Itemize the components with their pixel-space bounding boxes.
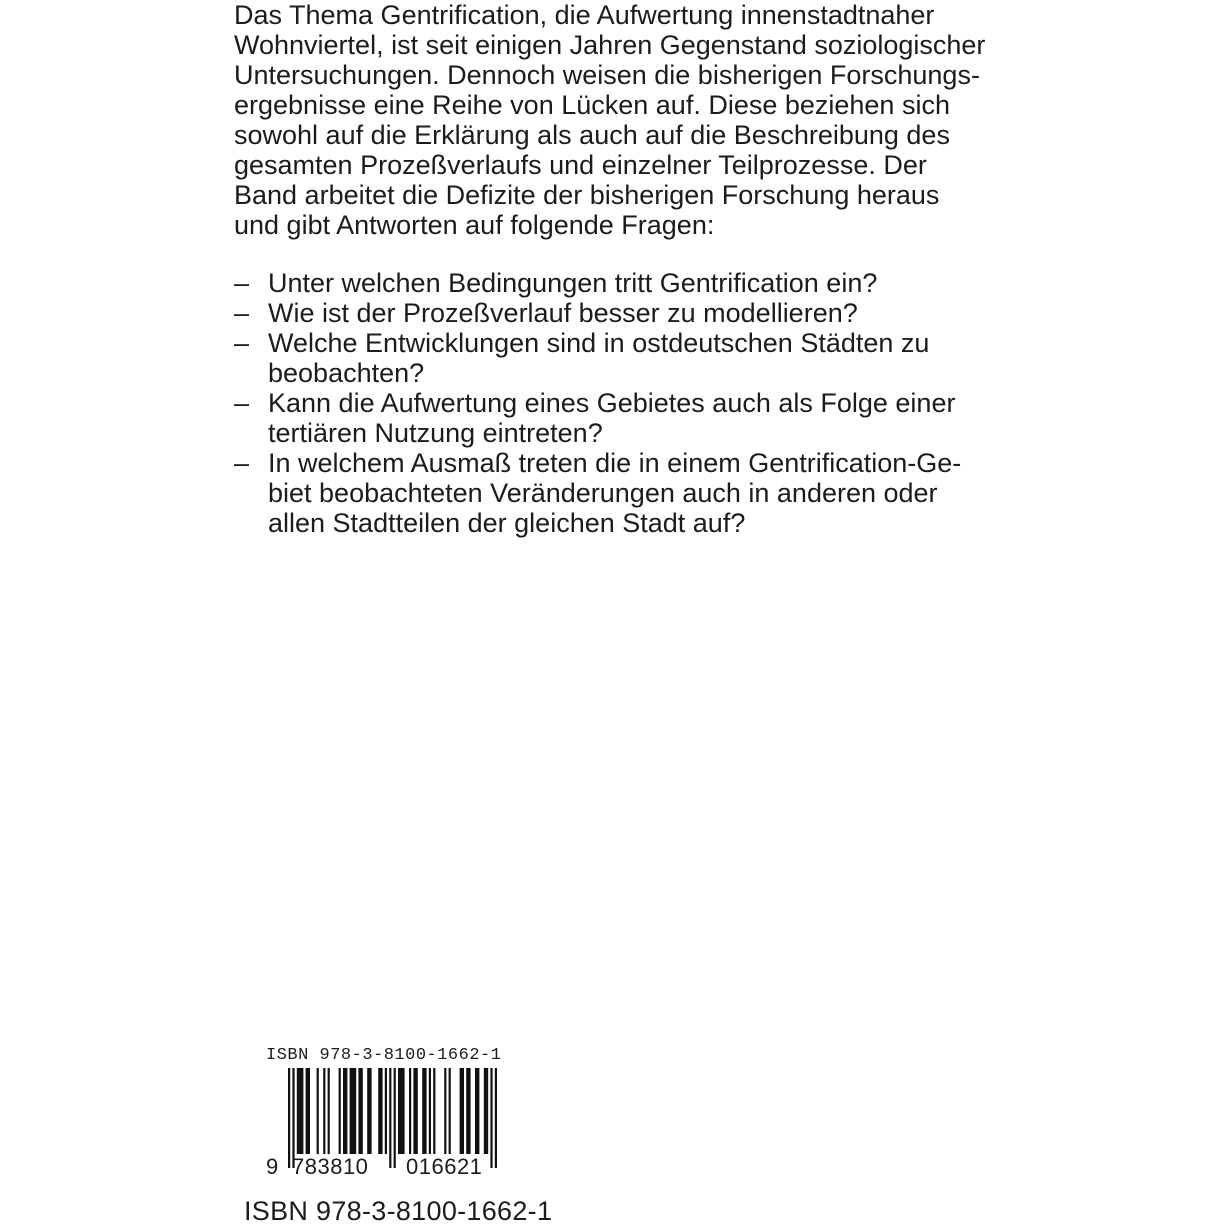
question-item	[234, 388, 1034, 448]
barcode-bar	[475, 1068, 479, 1154]
barcode-isbn-label: ISBN 978-3-8100-1662-1	[266, 1046, 502, 1065]
barcode-bar	[385, 1068, 387, 1154]
question-line: biet beobachteten Veränderungen auch in anderen oder	[268, 478, 938, 508]
blurb-line: sowohl auf die Erklärung als auch auf die Beschreibung des	[234, 120, 950, 150]
blurb-paragraph	[234, 0, 1034, 240]
barcode-bar	[378, 1068, 382, 1154]
barcode-bar	[323, 1068, 325, 1154]
blurb-line: gesamten Prozeßverlaufs und einzelner Teilprozesse. Der	[234, 150, 927, 180]
barcode-bar	[398, 1068, 405, 1154]
dash-bullet: –	[234, 448, 250, 478]
barcode-bar	[350, 1068, 357, 1154]
barcode-bar	[433, 1068, 435, 1154]
barcode-bar	[306, 1068, 310, 1154]
barcode-bar	[460, 1068, 464, 1154]
barcode-bar	[343, 1068, 347, 1154]
question-item	[234, 298, 1034, 328]
question-line: Welche Entwicklungen sind in ostdeutschen Städten zu	[268, 328, 930, 358]
question-line: Wie ist der Prozeßverlauf besser zu modellieren?	[268, 298, 858, 328]
question-item	[234, 328, 1034, 388]
dash-bullet: –	[234, 268, 250, 298]
barcode-guard-bar	[495, 1068, 497, 1168]
question-item	[234, 268, 1034, 298]
blurb-line: Das Thema Gentrification, die Aufwertung innenstadtnaher	[234, 0, 935, 30]
question-line: beobachten?	[268, 358, 425, 388]
barcode-bar	[358, 1068, 362, 1154]
question-item	[234, 448, 1034, 538]
dash-bullet: –	[234, 298, 250, 328]
barcode-guard-bar	[292, 1068, 294, 1168]
barcode-bar	[328, 1068, 330, 1154]
question-line: In welchem Ausmaß treten die in einem Gentrification-Ge-	[268, 448, 962, 478]
blurb-line: Wohnviertel, ist seit einigen Jahren Gegenstand soziologischer	[234, 30, 986, 60]
question-list	[234, 268, 1034, 538]
barcode-bar	[484, 1068, 488, 1154]
barcode-bar	[409, 1068, 411, 1154]
barcode-bar	[466, 1068, 470, 1154]
question-line: allen Stadtteilen der gleichen Stadt auf?	[268, 508, 746, 538]
barcode-bar	[317, 1068, 319, 1154]
blurb-line: Untersuchungen. Dennoch weisen die bisherigen Forschungs-	[234, 60, 980, 90]
dash-bullet: –	[234, 388, 250, 418]
barcode-bar	[449, 1068, 451, 1154]
blurb-line: ergebnisse eine Reihe von Lücken auf. Diese beziehen sich	[234, 90, 950, 120]
question-line: Unter welchen Bedingungen tritt Gentrification ein?	[268, 268, 878, 298]
dash-bullet: –	[234, 328, 250, 358]
barcode-bar	[422, 1068, 426, 1154]
barcode-bar	[339, 1068, 341, 1154]
barcode-guard-bar	[490, 1068, 492, 1168]
isbn-barcode	[266, 1046, 526, 1181]
blurb-line: Band arbeitet die Defizite der bisherigen Forschung heraus	[234, 180, 940, 210]
barcode-bar	[367, 1068, 371, 1154]
barcode-guard-bar	[394, 1068, 396, 1168]
question-line: tertiären Nutzung eintreten?	[268, 418, 603, 448]
barcode-guard-bar	[288, 1068, 290, 1168]
barcode-first-digit: 9	[266, 1154, 279, 1179]
barcode-right-digits: 016621	[406, 1154, 483, 1179]
isbn-text: ISBN 978-3-8100-1662-1	[244, 1196, 553, 1226]
barcode-guard-bar	[389, 1068, 391, 1168]
question-line: Kann die Aufwertung eines Gebietes auch als Folge einer	[268, 388, 956, 418]
barcode-bar	[444, 1068, 446, 1154]
barcode-bar	[297, 1068, 304, 1154]
barcode-bar	[429, 1068, 431, 1154]
barcode-bar	[413, 1068, 417, 1154]
blurb-line: und gibt Antworten auf folgende Fragen:	[234, 210, 715, 240]
barcode-left-digits: 783810	[292, 1154, 369, 1179]
